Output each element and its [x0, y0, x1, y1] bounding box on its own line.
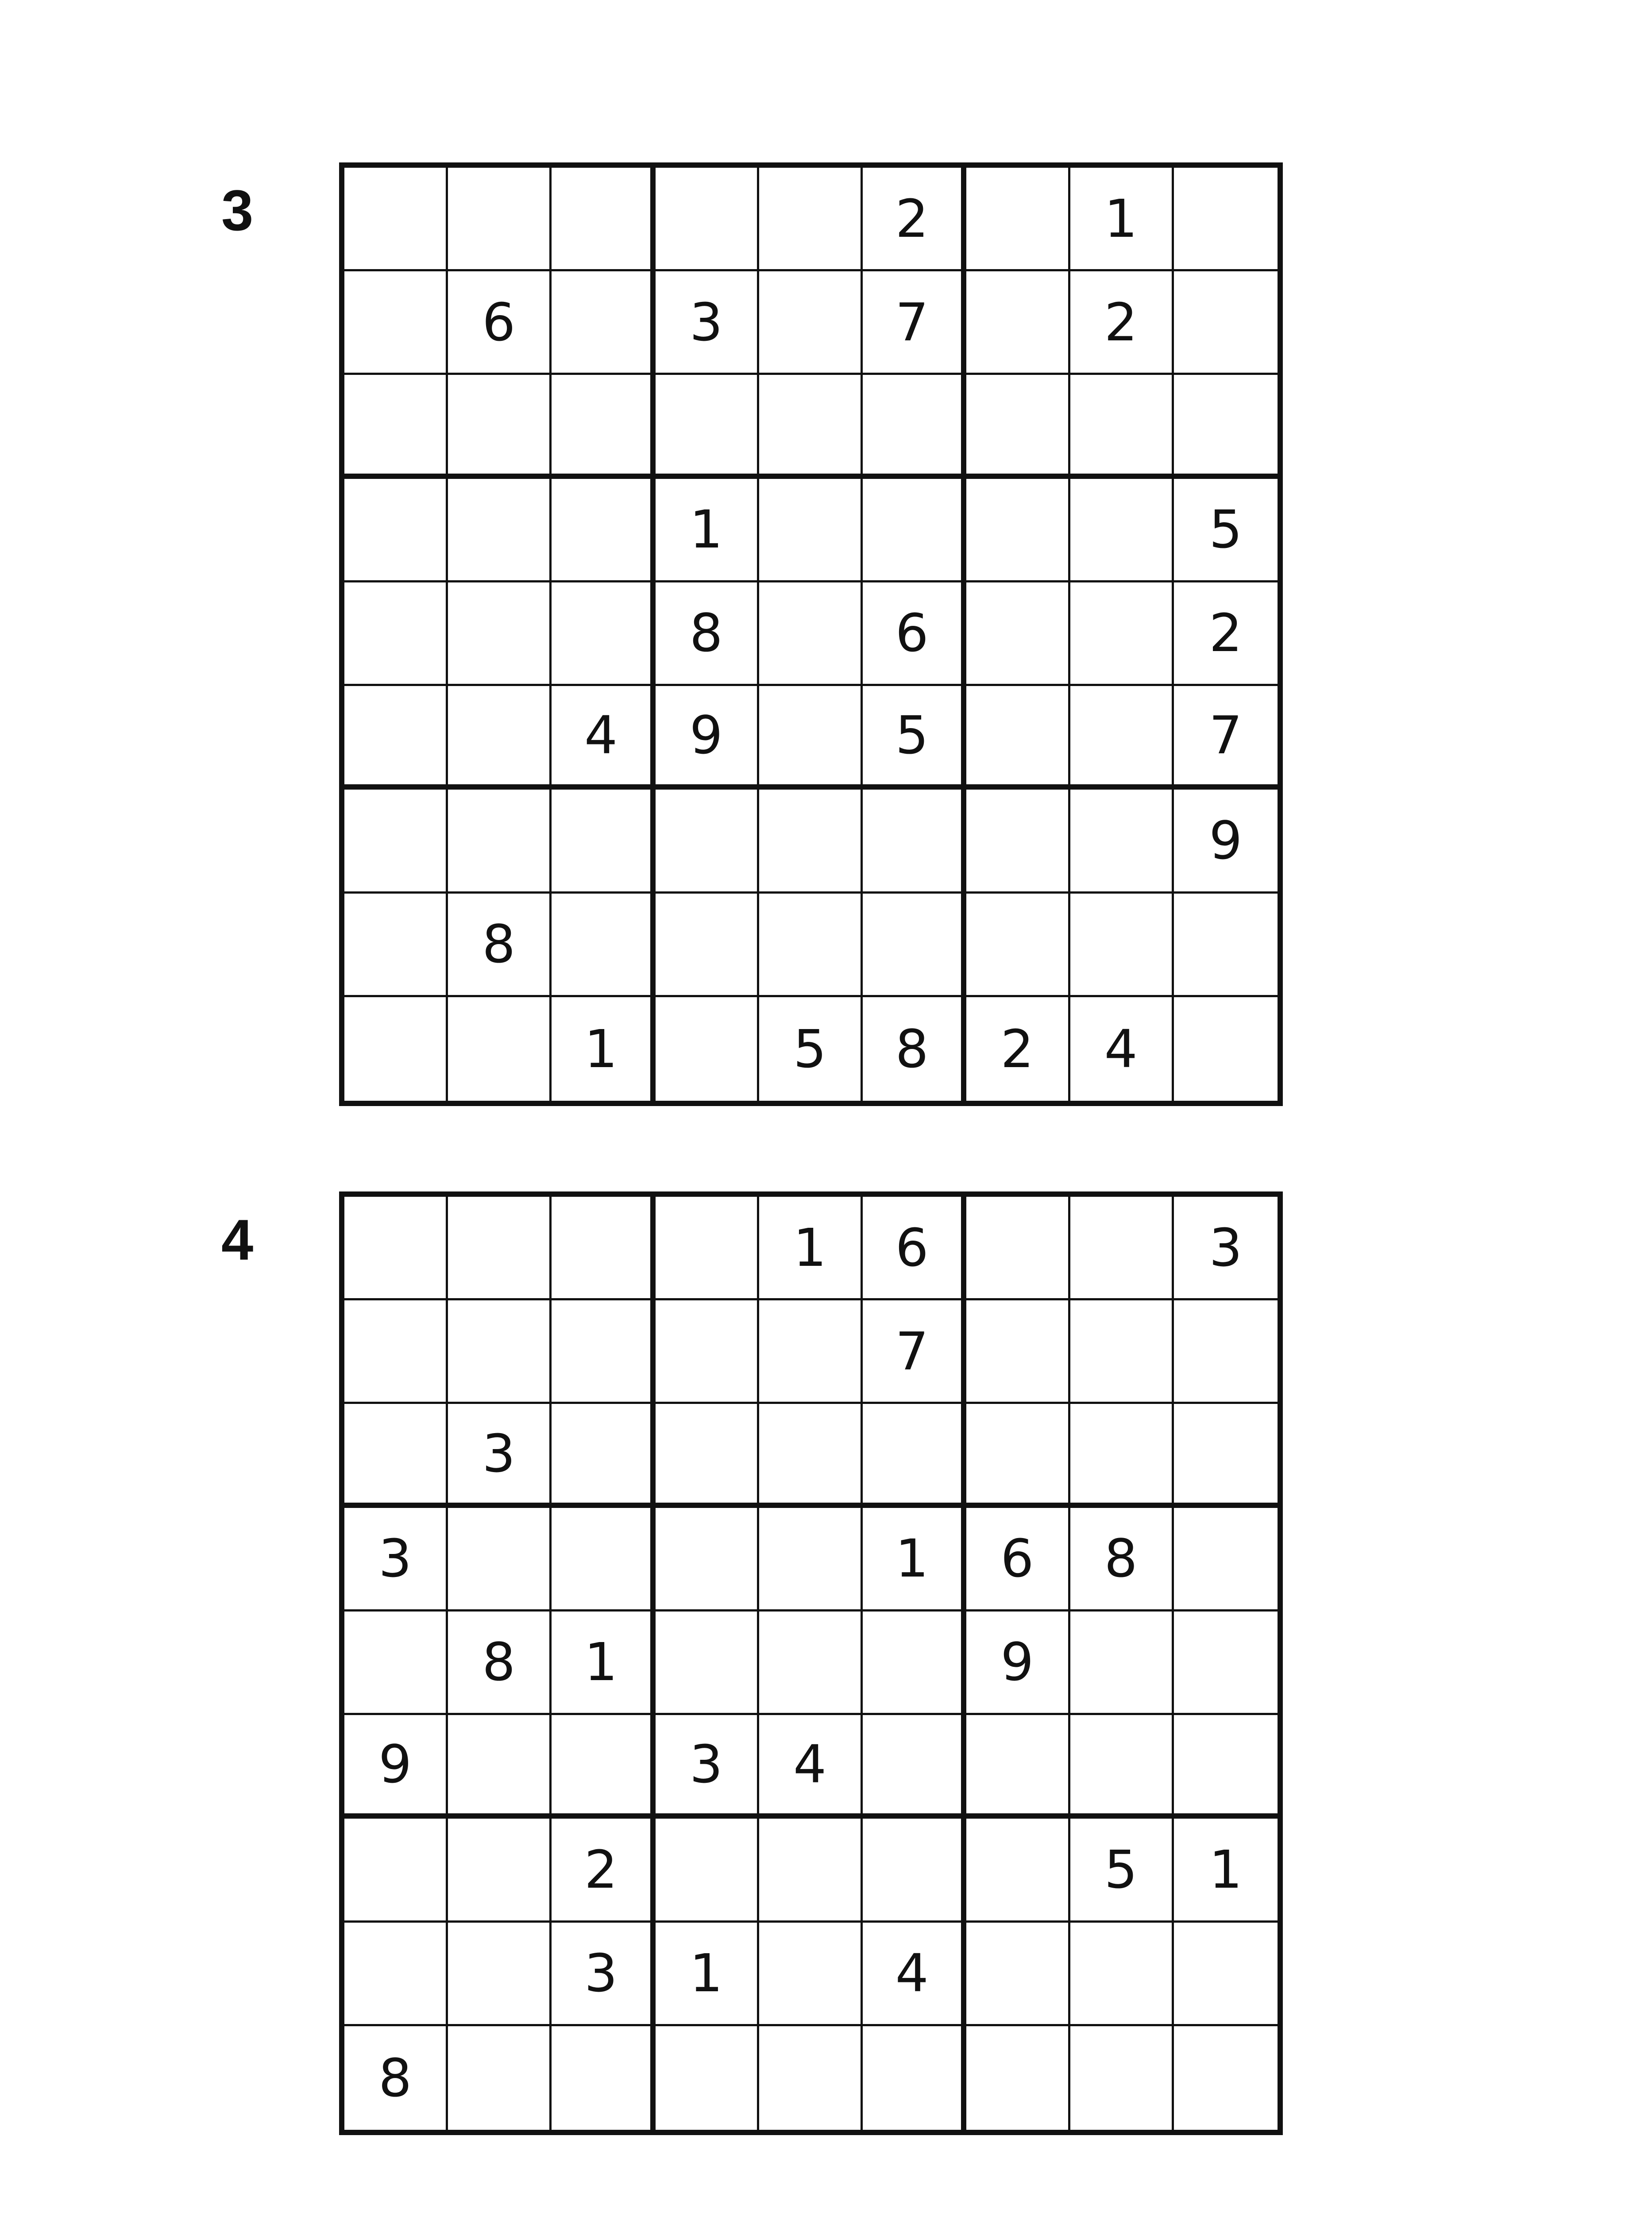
sudoku-cell[interactable] — [1070, 1612, 1174, 1715]
sudoku-cell[interactable] — [552, 1715, 655, 1819]
sudoku-cell[interactable]: 5 — [1070, 1819, 1174, 1922]
sudoku-cell[interactable]: 3 — [656, 1715, 759, 1819]
sudoku-cell[interactable] — [552, 271, 655, 375]
sudoku-cell[interactable] — [344, 1404, 448, 1507]
sudoku-cell[interactable] — [344, 375, 448, 478]
sudoku-cell[interactable] — [966, 375, 1070, 478]
sudoku-cell[interactable] — [448, 997, 552, 1101]
sudoku-cell[interactable] — [759, 1612, 863, 1715]
sudoku-cell[interactable] — [1174, 375, 1278, 478]
sudoku-cell[interactable] — [1174, 1923, 1278, 2026]
sudoku-cell[interactable] — [966, 168, 1070, 271]
sudoku-cell[interactable]: 1 — [1070, 168, 1174, 271]
sudoku-cell[interactable] — [966, 1923, 1070, 2026]
sudoku-cell[interactable] — [448, 1508, 552, 1612]
sudoku-cell[interactable] — [344, 686, 448, 790]
sudoku-cell[interactable] — [1174, 997, 1278, 1101]
sudoku-cell[interactable]: 2 — [552, 1819, 655, 1922]
sudoku-cell[interactable]: 3 — [448, 1404, 552, 1507]
sudoku-cell[interactable] — [656, 1197, 759, 1300]
sudoku-cell[interactable] — [759, 1404, 863, 1507]
sudoku-cell[interactable] — [344, 1923, 448, 2026]
sudoku-cell[interactable] — [344, 168, 448, 271]
sudoku-cell[interactable] — [759, 582, 863, 686]
sudoku-cell[interactable]: 8 — [1070, 1508, 1174, 1612]
sudoku-cell[interactable] — [966, 1819, 1070, 1922]
sudoku-cell[interactable] — [1174, 1404, 1278, 1507]
sudoku-cell[interactable] — [1174, 1612, 1278, 1715]
sudoku-cell[interactable]: 5 — [863, 686, 966, 790]
sudoku-cell[interactable] — [863, 894, 966, 997]
sudoku-cell[interactable]: 3 — [1174, 1197, 1278, 1300]
sudoku-cell[interactable]: 8 — [344, 2026, 448, 2130]
sudoku-cell[interactable] — [863, 375, 966, 478]
sudoku-cell[interactable] — [1174, 271, 1278, 375]
sudoku-cell[interactable] — [1174, 1508, 1278, 1612]
sudoku-cell[interactable] — [759, 1923, 863, 2026]
sudoku-cell[interactable] — [966, 1404, 1070, 1507]
sudoku-cell[interactable] — [656, 375, 759, 478]
sudoku-cell[interactable] — [863, 1404, 966, 1507]
sudoku-cell[interactable] — [759, 271, 863, 375]
sudoku-cell[interactable] — [656, 894, 759, 997]
sudoku-cell[interactable] — [759, 686, 863, 790]
sudoku-cell[interactable] — [966, 582, 1070, 686]
sudoku-cell[interactable] — [656, 790, 759, 893]
sudoku-cell[interactable] — [344, 1819, 448, 1922]
sudoku-cell[interactable] — [344, 997, 448, 1101]
sudoku-cell[interactable]: 2 — [1174, 582, 1278, 686]
sudoku-cell[interactable] — [759, 375, 863, 478]
sudoku-cell[interactable] — [448, 479, 552, 582]
sudoku-cell[interactable] — [552, 1300, 655, 1404]
sudoku-cell[interactable] — [552, 1508, 655, 1612]
sudoku-cell[interactable] — [1070, 582, 1174, 686]
sudoku-cell[interactable] — [448, 790, 552, 893]
sudoku-cell[interactable]: 4 — [552, 686, 655, 790]
sudoku-cell[interactable]: 1 — [656, 1923, 759, 2026]
sudoku-cell[interactable] — [1070, 1404, 1174, 1507]
sudoku-cell[interactable] — [656, 997, 759, 1101]
sudoku-cell[interactable] — [1070, 1300, 1174, 1404]
sudoku-cell[interactable] — [966, 1300, 1070, 1404]
sudoku-cell[interactable] — [1174, 894, 1278, 997]
sudoku-cell[interactable]: 1 — [863, 1508, 966, 1612]
sudoku-cell[interactable] — [863, 1612, 966, 1715]
sudoku-cell[interactable] — [656, 1819, 759, 1922]
sudoku-cell[interactable] — [759, 1508, 863, 1612]
sudoku-cell[interactable] — [1070, 894, 1174, 997]
sudoku-cell[interactable] — [448, 1300, 552, 1404]
sudoku-cell[interactable]: 2 — [966, 997, 1070, 1101]
sudoku-cell[interactable]: 9 — [1174, 790, 1278, 893]
sudoku-cell[interactable]: 1 — [759, 1197, 863, 1300]
sudoku-cell[interactable] — [552, 2026, 655, 2130]
sudoku-cell[interactable]: 3 — [656, 271, 759, 375]
sudoku-cell[interactable] — [966, 894, 1070, 997]
sudoku-cell[interactable] — [552, 1197, 655, 1300]
sudoku-cell[interactable] — [759, 790, 863, 893]
sudoku-cell[interactable] — [1070, 479, 1174, 582]
sudoku-cell[interactable] — [344, 790, 448, 893]
sudoku-cell[interactable] — [759, 1300, 863, 1404]
sudoku-cell[interactable] — [656, 1300, 759, 1404]
sudoku-cell[interactable] — [1070, 2026, 1174, 2130]
sudoku-cell[interactable]: 8 — [863, 997, 966, 1101]
sudoku-cell[interactable] — [966, 479, 1070, 582]
sudoku-cell[interactable]: 8 — [448, 894, 552, 997]
sudoku-cell[interactable] — [448, 686, 552, 790]
sudoku-cell[interactable] — [863, 790, 966, 893]
sudoku-cell[interactable] — [448, 375, 552, 478]
sudoku-cell[interactable] — [344, 479, 448, 582]
sudoku-cell[interactable] — [1070, 686, 1174, 790]
sudoku-cell[interactable] — [656, 2026, 759, 2130]
sudoku-cell[interactable] — [863, 1715, 966, 1819]
sudoku-cell[interactable] — [966, 686, 1070, 790]
sudoku-cell[interactable] — [759, 168, 863, 271]
sudoku-cell[interactable]: 6 — [863, 1197, 966, 1300]
puzzle-number-3: 3 — [221, 178, 254, 243]
sudoku-cell[interactable] — [1174, 1300, 1278, 1404]
sudoku-cell[interactable]: 4 — [759, 1715, 863, 1819]
sudoku-cell[interactable] — [344, 1612, 448, 1715]
sudoku-cell[interactable]: 3 — [344, 1508, 448, 1612]
sudoku-cell[interactable] — [966, 2026, 1070, 2130]
sudoku-cell[interactable]: 7 — [863, 1300, 966, 1404]
sudoku-cell[interactable] — [448, 1197, 552, 1300]
sudoku-cell[interactable] — [552, 168, 655, 271]
sudoku-cell[interactable] — [1070, 1923, 1174, 2026]
sudoku-cell[interactable] — [448, 1923, 552, 2026]
sudoku-cell[interactable]: 2 — [1070, 271, 1174, 375]
sudoku-cell[interactable]: 8 — [448, 1612, 552, 1715]
sudoku-cell[interactable] — [759, 479, 863, 582]
sudoku-cell[interactable]: 3 — [552, 1923, 655, 2026]
sudoku-cell[interactable]: 6 — [863, 582, 966, 686]
sudoku-cell[interactable]: 7 — [863, 271, 966, 375]
sudoku-cell[interactable] — [1174, 2026, 1278, 2130]
sudoku-cell[interactable] — [863, 1819, 966, 1922]
sudoku-cell[interactable]: 1 — [552, 997, 655, 1101]
sudoku-cell[interactable] — [344, 271, 448, 375]
sudoku-cell[interactable] — [966, 271, 1070, 375]
sudoku-cell[interactable] — [656, 168, 759, 271]
sudoku-grid-puzzle-3 — [339, 162, 1283, 1106]
sudoku-cell[interactable] — [448, 2026, 552, 2130]
sudoku-cell[interactable]: 5 — [1174, 479, 1278, 582]
sudoku-cell[interactable] — [344, 1197, 448, 1300]
sudoku-cell[interactable] — [552, 479, 655, 582]
sudoku-cell[interactable]: 1 — [1174, 1819, 1278, 1922]
sudoku-cell[interactable]: 7 — [1174, 686, 1278, 790]
sudoku-cell[interactable] — [1070, 790, 1174, 893]
sudoku-cell[interactable] — [1174, 1715, 1278, 1819]
sudoku-cell[interactable] — [966, 1715, 1070, 1819]
sudoku-cell[interactable] — [863, 2026, 966, 2130]
sudoku-cell[interactable] — [1070, 375, 1174, 478]
sudoku-cell[interactable]: 4 — [863, 1923, 966, 2026]
sudoku-cell[interactable] — [448, 1819, 552, 1922]
sudoku-cell[interactable] — [344, 894, 448, 997]
sudoku-cell[interactable]: 2 — [863, 168, 966, 271]
sudoku-cell[interactable]: 1 — [552, 1612, 655, 1715]
sudoku-cell[interactable]: 5 — [759, 997, 863, 1101]
sudoku-cell[interactable] — [656, 1508, 759, 1612]
sudoku-cell[interactable] — [759, 1819, 863, 1922]
sudoku-cell[interactable] — [344, 1300, 448, 1404]
sudoku-cell[interactable] — [863, 479, 966, 582]
sudoku-cell[interactable] — [966, 790, 1070, 893]
sudoku-cell[interactable] — [1070, 1715, 1174, 1819]
sudoku-cell[interactable] — [966, 1197, 1070, 1300]
sudoku-cell[interactable] — [448, 1715, 552, 1819]
sudoku-cell[interactable]: 9 — [966, 1612, 1070, 1715]
sudoku-cell[interactable] — [1070, 1197, 1174, 1300]
sudoku-cell[interactable]: 4 — [1070, 997, 1174, 1101]
sudoku-cell[interactable] — [344, 582, 448, 686]
sudoku-cell[interactable] — [656, 1404, 759, 1507]
sudoku-cell[interactable] — [448, 582, 552, 686]
sudoku-cell[interactable] — [759, 2026, 863, 2130]
sudoku-cell[interactable]: 1 — [656, 479, 759, 582]
sudoku-cell[interactable]: 9 — [344, 1715, 448, 1819]
sudoku-cell[interactable] — [552, 894, 655, 997]
sudoku-cell[interactable]: 6 — [448, 271, 552, 375]
sudoku-cell[interactable] — [552, 582, 655, 686]
sudoku-cell[interactable] — [552, 790, 655, 893]
sudoku-cell[interactable] — [552, 375, 655, 478]
sudoku-cell[interactable] — [759, 894, 863, 997]
sudoku-cell[interactable] — [448, 168, 552, 271]
sudoku-grid-puzzle-4 — [339, 1191, 1283, 2135]
sudoku-cell[interactable]: 8 — [656, 582, 759, 686]
puzzle-number-4: 4 — [221, 1207, 254, 1272]
sudoku-cell[interactable] — [552, 1404, 655, 1507]
sudoku-cell[interactable] — [1174, 168, 1278, 271]
sudoku-cell[interactable] — [656, 1612, 759, 1715]
sudoku-cell[interactable]: 9 — [656, 686, 759, 790]
sudoku-cell[interactable]: 6 — [966, 1508, 1070, 1612]
